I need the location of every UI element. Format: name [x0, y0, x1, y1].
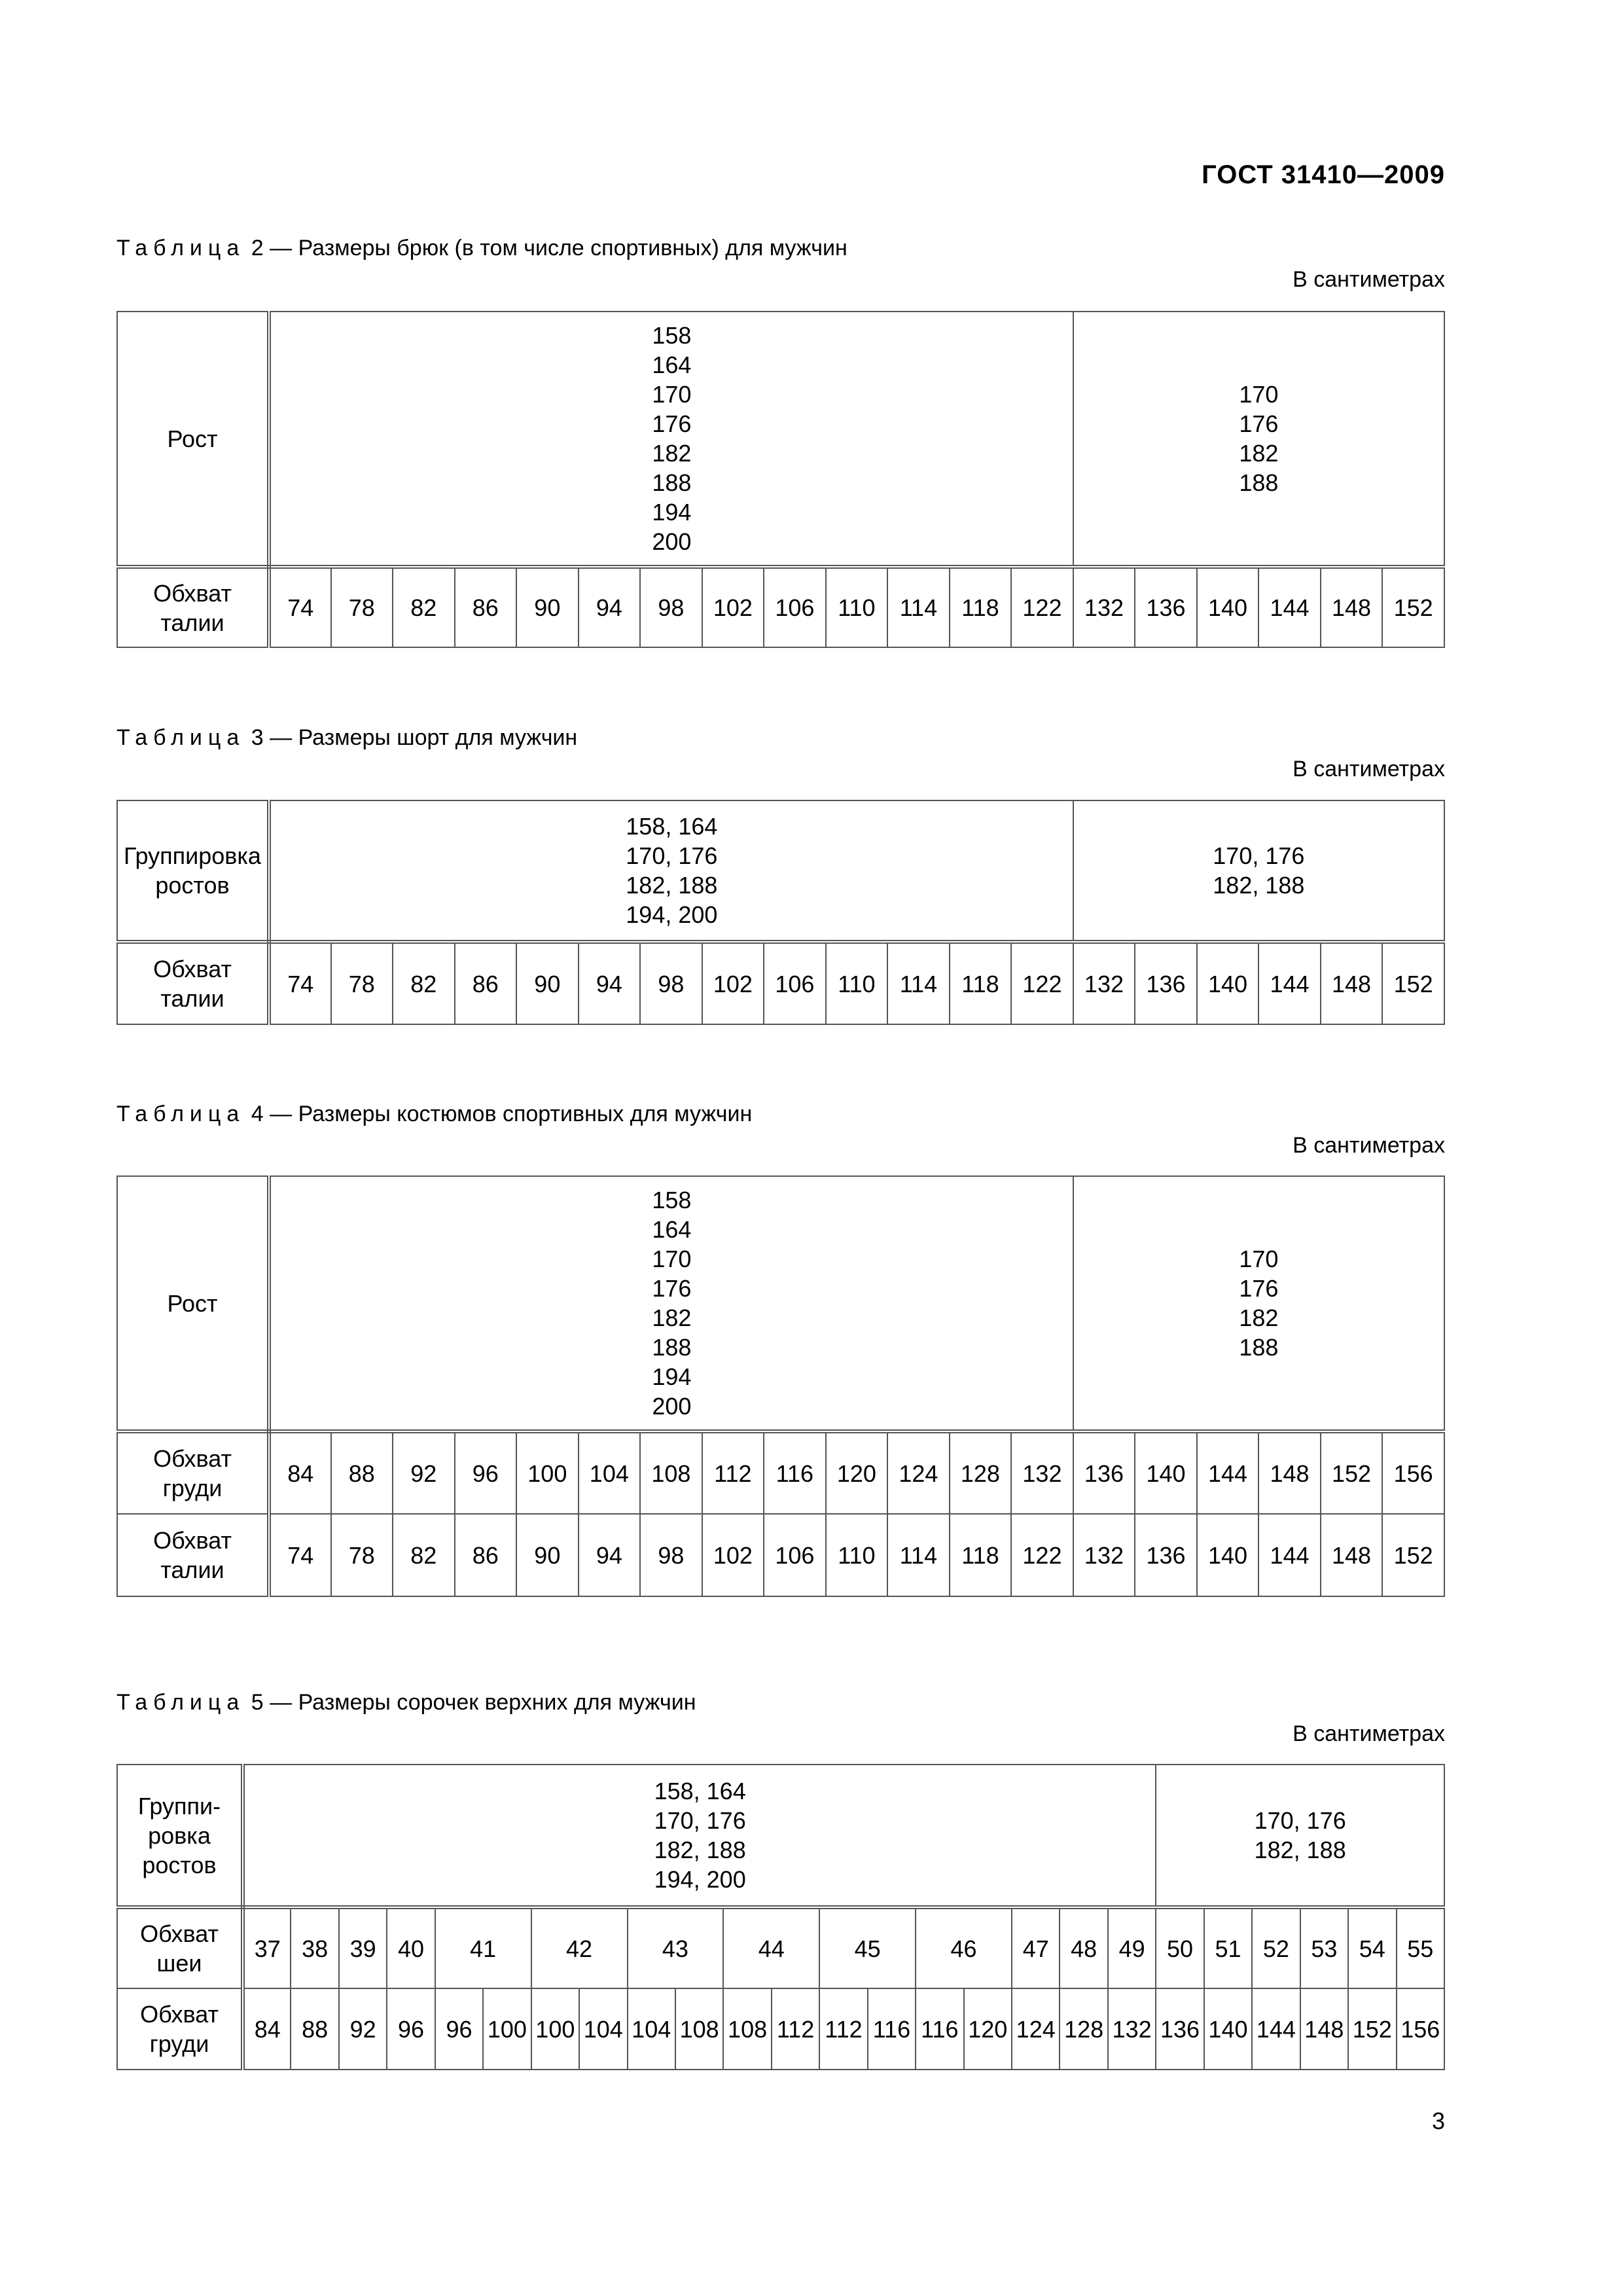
- table3-waist-label: Обхват талии: [117, 942, 269, 1024]
- table4-waist-label: Обхват талии: [117, 1514, 269, 1596]
- table2-waist-value: 118: [950, 567, 1012, 647]
- table4-chest-value: 140: [1135, 1431, 1197, 1514]
- table5-chest-value: 104: [628, 1988, 675, 2070]
- table4-chest-value: 136: [1073, 1431, 1135, 1514]
- page-number: 3: [1431, 2108, 1445, 2134]
- table4-chest-value: 116: [764, 1431, 826, 1514]
- table3-waist-value: 98: [640, 942, 702, 1024]
- table5-chest-value: 112: [772, 1988, 819, 2070]
- table4-waist-value: 122: [1011, 1514, 1073, 1596]
- table4-waist-value: 114: [887, 1514, 950, 1596]
- table3-height-group-a: 158, 164 170, 176 182, 188 194, 200: [269, 800, 1073, 942]
- table2-height-label: Рост: [117, 312, 269, 567]
- table5-neck-value: 52: [1252, 1907, 1300, 1988]
- table5-chest-value: 96: [387, 1988, 435, 2070]
- table5-chest-value: 100: [483, 1988, 531, 2070]
- table3-waist-value: 144: [1258, 942, 1321, 1024]
- table4-chest-value: 112: [702, 1431, 764, 1514]
- table5-chest-value: 152: [1348, 1988, 1396, 2070]
- table3-waist-value: 82: [393, 942, 455, 1024]
- table5-neck-value: 39: [339, 1907, 387, 1988]
- table4-chest-value: 152: [1321, 1431, 1383, 1514]
- table4-chest-value: 148: [1258, 1431, 1321, 1514]
- table5-neck-value: 45: [819, 1907, 916, 1988]
- table5-neck-value: 48: [1060, 1907, 1107, 1988]
- table5-neck-value: 37: [243, 1907, 291, 1988]
- table3-waist-value: 74: [269, 942, 331, 1024]
- table2-waist-value: 144: [1258, 567, 1321, 647]
- table5-chest-value: 116: [868, 1988, 916, 2070]
- table4-chest-value: 156: [1382, 1431, 1444, 1514]
- table5-chest-value: 148: [1300, 1988, 1348, 2070]
- table4-chest-value: 92: [393, 1431, 455, 1514]
- table4-chest-value: 128: [950, 1431, 1012, 1514]
- table2-waist-value: 132: [1073, 567, 1135, 647]
- table4-chest-value: 100: [516, 1431, 579, 1514]
- table5-chest-value: 128: [1060, 1988, 1107, 2070]
- table5-height-group-label: Группи- ровка ростов: [117, 1765, 243, 1907]
- table5-neck-value: 43: [628, 1907, 724, 1988]
- table4-waist-value: 140: [1197, 1514, 1259, 1596]
- table5-neck-value: 55: [1397, 1907, 1445, 1988]
- table5-neck-value: 46: [916, 1907, 1012, 1988]
- table5-chest-value: 84: [243, 1988, 291, 2070]
- table5-neck-value: 47: [1012, 1907, 1060, 1988]
- table4-chest-value: 96: [455, 1431, 517, 1514]
- table5-chest-value: 88: [291, 1988, 338, 2070]
- table5-chest-value: 156: [1397, 1988, 1445, 2070]
- table4-waist-value: 74: [269, 1514, 331, 1596]
- document-header: ГОСТ 31410—2009: [1202, 160, 1445, 189]
- table3-waist-value: 78: [331, 942, 393, 1024]
- table5-neck-value: 42: [531, 1907, 628, 1988]
- table2-waist-value: 86: [455, 567, 517, 647]
- table4-waist-value: 78: [331, 1514, 393, 1596]
- table4-waist-value: 102: [702, 1514, 764, 1596]
- table4-height-label: Рост: [117, 1176, 269, 1431]
- table5-chest-value: 108: [723, 1988, 771, 2070]
- table3-waist-value: 90: [516, 942, 579, 1024]
- table3-waist-value: 118: [950, 942, 1012, 1024]
- table2-units: В сантиметрах: [1293, 267, 1445, 292]
- table3-caption: Таблица 3 — Размеры шорт для мужчин: [116, 725, 578, 750]
- table2-caption: Таблица 2 — Размеры брюк (в том числе спортивных) для мужчин: [116, 236, 847, 260]
- table2-waist-value: 98: [640, 567, 702, 647]
- table2-waist-value: 152: [1382, 567, 1444, 647]
- table5-chest-value: 96: [435, 1988, 483, 2070]
- table4-chest-value: 120: [826, 1431, 888, 1514]
- table2-waist-value: 136: [1135, 567, 1197, 647]
- table4-waist-value: 94: [579, 1514, 641, 1596]
- table4: [116, 1175, 1445, 1597]
- table4-waist-value: 106: [764, 1514, 826, 1596]
- table2-waist-value: 78: [331, 567, 393, 647]
- table3-waist-value: 136: [1135, 942, 1197, 1024]
- table5-chest-value: 104: [579, 1988, 627, 2070]
- table3-waist-value: 132: [1073, 942, 1135, 1024]
- table3-waist-value: 106: [764, 942, 826, 1024]
- table5-neck-value: 51: [1204, 1907, 1252, 1988]
- table3-units: В сантиметрах: [1293, 757, 1445, 781]
- table4-waist-value: 82: [393, 1514, 455, 1596]
- table5: [116, 1764, 1445, 2070]
- table5-chest-value: 144: [1252, 1988, 1300, 2070]
- table5-neck-value: 40: [387, 1907, 435, 1988]
- table5-neck-value: 54: [1348, 1907, 1396, 1988]
- table5-chest-value: 120: [964, 1988, 1012, 2070]
- table3-waist-value: 148: [1321, 942, 1383, 1024]
- table4-chest-value: 88: [331, 1431, 393, 1514]
- table3-waist-value: 140: [1197, 942, 1259, 1024]
- table5-chest-value: 92: [339, 1988, 387, 2070]
- table3-height-group-b: 170, 176 182, 188: [1073, 800, 1444, 942]
- table5-chest-value: 100: [531, 1988, 579, 2070]
- table4-chest-value: 84: [269, 1431, 331, 1514]
- table5-height-group-a: 158, 164 170, 176 182, 188 194, 200: [243, 1765, 1156, 1907]
- table4-waist-value: 86: [455, 1514, 517, 1596]
- table2-waist-value: 94: [579, 567, 641, 647]
- table5-chest-value: 136: [1156, 1988, 1204, 2070]
- table2-waist-value: 114: [887, 567, 950, 647]
- table4-waist-value: 110: [826, 1514, 888, 1596]
- table5-neck-value: 44: [723, 1907, 819, 1988]
- table2-waist-value: 82: [393, 567, 455, 647]
- table5-height-group-b: 170, 176 182, 188: [1156, 1765, 1444, 1907]
- table4-chest-value: 132: [1011, 1431, 1073, 1514]
- table2-waist-value: 122: [1011, 567, 1073, 647]
- table5-caption: Таблица 5 — Размеры сорочек верхних для мужчин: [116, 1690, 696, 1715]
- table2: [116, 311, 1445, 648]
- table5-neck-value: 38: [291, 1907, 338, 1988]
- table5-chest-value: 108: [675, 1988, 723, 2070]
- table3-height-group-label: Группировка ростов: [117, 800, 269, 942]
- table2-waist-value: 74: [269, 567, 331, 647]
- table5-neck-value: 41: [435, 1907, 531, 1988]
- table2-height-group-a: 158 164 170 176 182 188 194 200: [269, 312, 1073, 567]
- table2-waist-value: 140: [1197, 567, 1259, 647]
- table2-waist-label: Обхват талии: [117, 567, 269, 647]
- table3-waist-value: 86: [455, 942, 517, 1024]
- table3-waist-value: 102: [702, 942, 764, 1024]
- table2-waist-value: 102: [702, 567, 764, 647]
- table4-waist-value: 152: [1382, 1514, 1444, 1596]
- table4-waist-value: 98: [640, 1514, 702, 1596]
- table5-neck-value: 50: [1156, 1907, 1204, 1988]
- table3-waist-value: 122: [1011, 942, 1073, 1024]
- table4-units: В сантиметрах: [1293, 1133, 1445, 1158]
- table2-waist-value: 106: [764, 567, 826, 647]
- table4-height-group-b: 170 176 182 188: [1073, 1176, 1444, 1431]
- table3-waist-value: 94: [579, 942, 641, 1024]
- table4-chest-value: 124: [887, 1431, 950, 1514]
- table4-waist-value: 90: [516, 1514, 579, 1596]
- table4-waist-value: 144: [1258, 1514, 1321, 1596]
- table5-chest-value: 132: [1108, 1988, 1156, 2070]
- table3-waist-value: 114: [887, 942, 950, 1024]
- table5-chest-label: Обхват груди: [117, 1988, 243, 2070]
- table5-chest-value: 124: [1012, 1988, 1060, 2070]
- table5-neck-value: 53: [1300, 1907, 1348, 1988]
- table4-waist-value: 118: [950, 1514, 1012, 1596]
- table4-chest-label: Обхват груди: [117, 1431, 269, 1514]
- table4-caption: Таблица 4 — Размеры костюмов спортивных для мужчин: [116, 1102, 753, 1126]
- table2-waist-value: 110: [826, 567, 888, 647]
- table2-waist-value: 90: [516, 567, 579, 647]
- table4-waist-value: 132: [1073, 1514, 1135, 1596]
- table4-chest-value: 104: [579, 1431, 641, 1514]
- table5-units: В сантиметрах: [1293, 1721, 1445, 1746]
- table3-waist-value: 152: [1382, 942, 1444, 1024]
- table5-neck-value: 49: [1108, 1907, 1156, 1988]
- table3: [116, 800, 1445, 1025]
- table4-waist-value: 148: [1321, 1514, 1383, 1596]
- table4-height-group-a: 158 164 170 176 182 188 194 200: [269, 1176, 1073, 1431]
- table2-height-group-b: 170 176 182 188: [1073, 312, 1444, 567]
- table5-neck-label: Обхват шеи: [117, 1907, 243, 1988]
- table4-chest-value: 108: [640, 1431, 702, 1514]
- table5-chest-value: 112: [819, 1988, 867, 2070]
- table2-waist-value: 148: [1321, 567, 1383, 647]
- table4-waist-value: 136: [1135, 1514, 1197, 1596]
- table5-chest-value: 140: [1204, 1988, 1252, 2070]
- table4-chest-value: 144: [1197, 1431, 1259, 1514]
- table5-chest-value: 116: [916, 1988, 963, 2070]
- table3-waist-value: 110: [826, 942, 888, 1024]
